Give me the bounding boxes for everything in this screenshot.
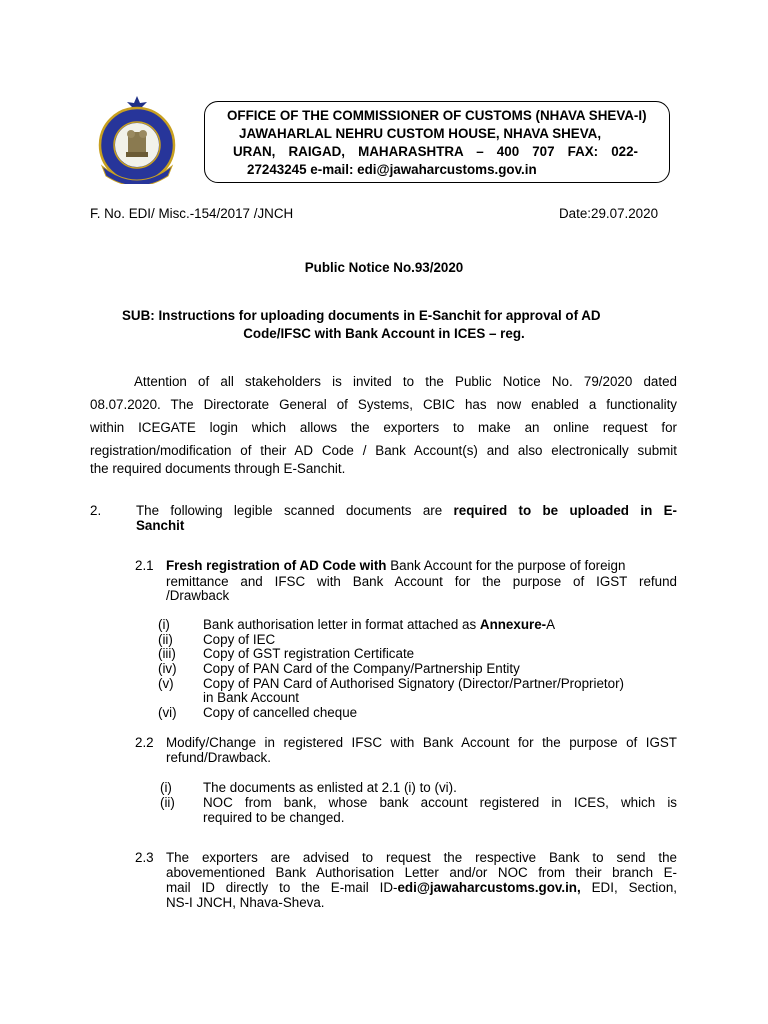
annexure-letter: A xyxy=(546,617,556,632)
list-item-text-cont: required to be changed. xyxy=(203,810,345,825)
subject-line-1: SUB: Instructions for uploading documents in E-Sanchit for approval of AD xyxy=(122,308,601,323)
header-line-2: JAWAHARLAL NEHRU CUSTOM HOUSE, NHAVA SHEVA, xyxy=(239,126,602,141)
list-item-number: (i) xyxy=(158,617,170,632)
para1-line-1: Attention of all stakeholders is invited to the Public Notice No. 79/2020 dated xyxy=(134,374,677,389)
list-item-number: (iv) xyxy=(158,661,177,676)
section-2-1-line-2: remittance and IFSC with Bank Account for the purpose of IGST refund xyxy=(166,574,677,589)
section-2-2-line-2: refund/Drawback. xyxy=(166,750,271,765)
section-2-1-rest-text: Bank Account for the purpose of foreign xyxy=(386,558,626,573)
list-item-number: (i) xyxy=(160,780,172,795)
section-2-1-line-1 xyxy=(166,558,625,573)
section-2-3-line-3 xyxy=(166,880,677,895)
para1-line-2: 08.07.2020. The Directorate General of Systems, CBIC has now enabled a functionality xyxy=(90,397,677,412)
list-item-text: The documents as enlisted at 2.1 (i) to (vi). xyxy=(203,780,457,795)
para1-line-4: registration/modification of their AD Code / Bank Account(s) and also electronically submit xyxy=(90,443,677,458)
office-address-box xyxy=(204,101,670,183)
header-line-3: URAN, RAIGAD, MAHARASHTRA – 400 707 FAX: 022- xyxy=(233,144,638,159)
government-of-india-emblem-logo xyxy=(88,96,186,184)
section-2-1-bold-text: Fresh registration of AD Code with xyxy=(166,558,387,573)
section-2-1-line-3: /Drawback xyxy=(166,588,230,603)
section-2-line-1 xyxy=(136,503,677,518)
annexure-label: Annexure- xyxy=(479,617,547,632)
section-2-text: The following legible scanned documents are xyxy=(136,503,454,518)
section-2-bold-text: required to be uploaded in E- xyxy=(453,503,677,518)
section-2-2-number: 2.2 xyxy=(135,735,154,750)
list-item-text xyxy=(203,617,555,632)
section-2-1-number: 2.1 xyxy=(135,558,154,573)
section-2-3-number: 2.3 xyxy=(135,850,154,865)
header-line-4: 27243245 e-mail: edi@jawaharcustoms.gov.in xyxy=(247,162,537,177)
list-item-text: Copy of cancelled cheque xyxy=(203,705,358,720)
para1-line-3: within ICEGATE login which allows the exporters to make an online request for xyxy=(90,420,677,435)
list-item-text: Copy of PAN Card of Authorised Signatory (Director/Partner/Proprietor) xyxy=(203,676,624,691)
list-item-number: (ii) xyxy=(158,632,173,647)
notice-title: Public Notice No.93/2020 xyxy=(304,260,464,275)
item-text: Bank authorisation letter in format attached as xyxy=(203,617,480,632)
section-2-number: 2. xyxy=(90,503,102,518)
list-item-number: (vi) xyxy=(158,705,177,720)
section-2-3-line-4: NS-I JNCH, Nhava-Sheva. xyxy=(166,895,325,910)
section-2-3-text: mail ID directly to the E-mail ID- xyxy=(166,880,398,895)
email-address: edi@jawaharcustoms.gov.in, xyxy=(397,880,581,895)
file-number: F. No. EDI/ Misc.-154/2017 /JNCH xyxy=(90,206,294,221)
section-2-line-2: Sanchit xyxy=(136,518,185,533)
header-line-1: OFFICE OF THE COMMISSIONER OF CUSTOMS (NHAVA SHEVA-I) xyxy=(227,108,647,123)
list-item-text-cont: in Bank Account xyxy=(203,690,300,705)
list-item-number: (v) xyxy=(158,676,174,691)
section-2-3-line-2: abovementioned Bank Authorisation Letter and/or NOC from their branch E- xyxy=(166,865,677,880)
list-item-text: Copy of PAN Card of the Company/Partnership Entity xyxy=(203,661,520,676)
section-2-2-line-1: Modify/Change in registered IFSC with Bank Account for the purpose of IGST xyxy=(166,735,677,750)
list-item-text: Copy of GST registration Certificate xyxy=(203,646,415,661)
section-2-3-line-1: The exporters are advised to request the respective Bank to send the xyxy=(166,850,677,865)
list-item-number: (ii) xyxy=(160,795,175,810)
section-2-3-rest-text: EDI, Section, xyxy=(580,880,677,895)
notice-date: Date:29.07.2020 xyxy=(559,206,659,221)
list-item-text: NOC from bank, whose bank account registered in ICES, which is xyxy=(203,795,677,810)
para1-line-5: the required documents through E-Sanchit. xyxy=(90,461,346,476)
subject-line-2: Code/IFSC with Bank Account in ICES – reg. xyxy=(243,326,525,341)
list-item-number: (iii) xyxy=(158,646,176,661)
list-item-text: Copy of IEC xyxy=(203,632,276,647)
